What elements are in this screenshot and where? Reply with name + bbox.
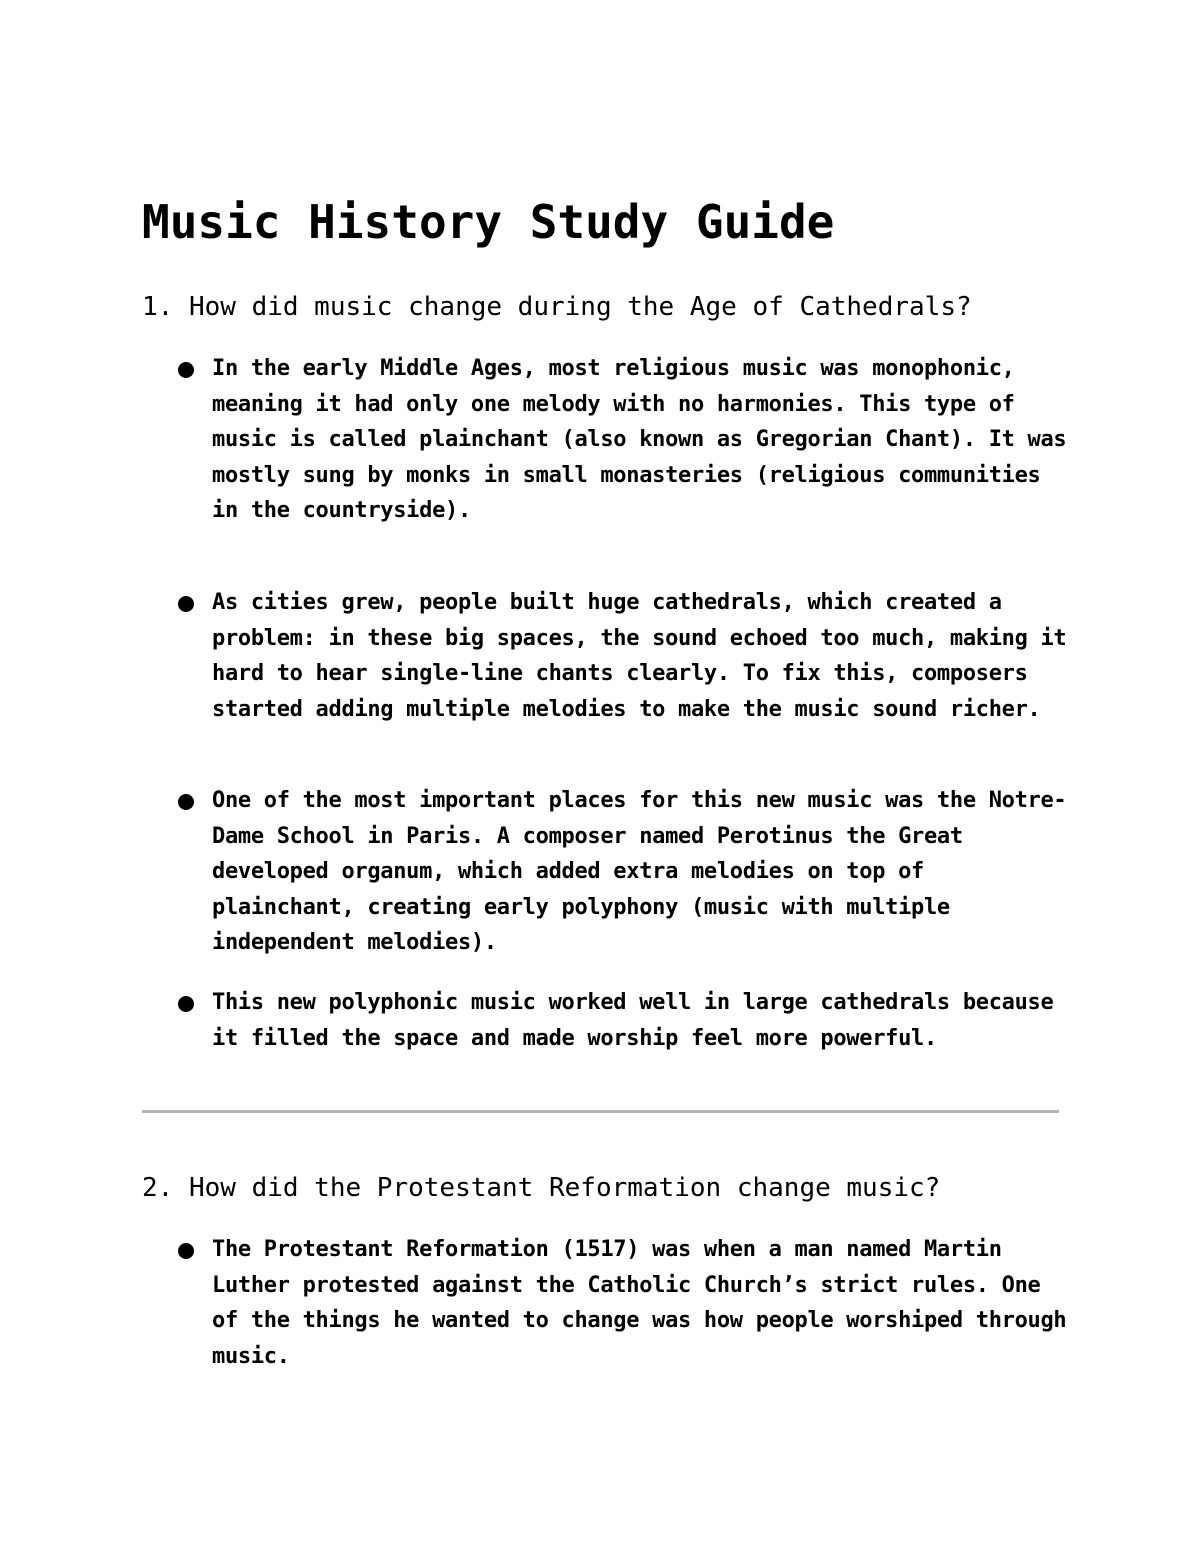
section-2-heading: 2. How did the Protestant Reformation change music? <box>142 1173 941 1203</box>
bullet-item <box>212 351 1072 529</box>
bullet-text: The Protestant Reformation (1517) was when a man named Martin Luther protested against the Catholic Church’s strict rules. One of the things he wanted to change was how people worshiped through music. <box>212 1237 1067 1369</box>
bullet-dot-icon <box>178 362 194 378</box>
section-divider <box>142 1110 1059 1113</box>
bullet-text: In the early Middle Ages, most religious music was monophonic, meaning it had only one melody with no harmonies. This type of music is called plainchant (also known as Gregorian Chant). It was mostly sung by monks in small monasteries (religious communities in the countryside). <box>212 356 1067 523</box>
bullet-item <box>212 585 1072 727</box>
bullet-item <box>212 1232 1072 1374</box>
bullet-text: As cities grew, people built huge cathedrals, which created a problem: in these big spaces, the sound echoed too much, making it hard to hear single-line chants clearly. To fix this, composers started adding multiple melodies to make the music sound richer. <box>212 590 1067 722</box>
page-title: Music History Study Guide <box>142 195 835 249</box>
bullet-item <box>212 783 1072 961</box>
bullet-text: This new polyphonic music worked well in large cathedrals because it filled the space and made worship feel more powerful. <box>212 990 1054 1051</box>
bullet-text: One of the most important places for this new music was the Notre-Dame School in Paris. A composer named Perotinus the Great developed organum, which added extra melodies on top of plainchant, creating early polyphony (music with multiple independent melodies). <box>212 788 1067 955</box>
bullet-dot-icon <box>178 794 194 810</box>
bullet-dot-icon <box>178 996 194 1012</box>
bullet-dot-icon <box>178 596 194 612</box>
bullet-item <box>212 985 1072 1056</box>
bullet-dot-icon <box>178 1243 194 1259</box>
section-1-heading: 1. How did music change during the Age of Cathedrals? <box>142 292 972 322</box>
